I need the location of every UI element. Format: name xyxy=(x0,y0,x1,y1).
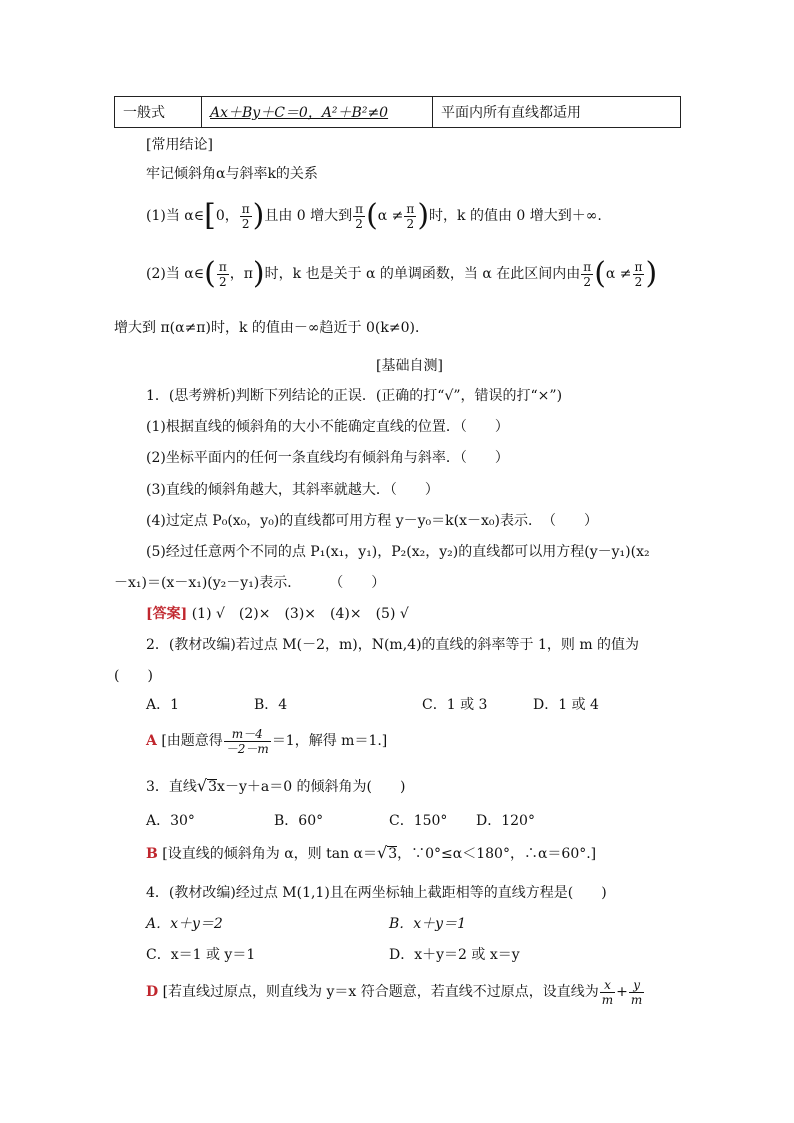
answer-letter: B xyxy=(146,846,158,862)
question-1-item-1: (1)根据直线的倾斜角的大小不能确定直线的位置．（ ） xyxy=(146,419,509,435)
answer-fraction: $\frac{m-4}{-2-m}$ xyxy=(225,726,269,756)
text: (2)当 α∈ xyxy=(146,266,205,282)
question-1-item-4: (4)过定点 P₀(x₀，y₀)的直线都可用方程 y－y₀＝k(x－x₀)表示． （ ） xyxy=(146,513,598,529)
formula-table xyxy=(114,96,681,128)
text: 时，k 的值由 0 增大到＋∞. xyxy=(429,208,602,224)
question-1: 1．(思考辨析)判断下列结论的正误．(正确的打“√”，错误的打“×”) xyxy=(146,388,563,404)
conclusion-intro: 牢记倾斜角α与斜率k的关系 xyxy=(146,166,318,182)
paren-open: ( xyxy=(366,198,378,233)
conclusion-item-2 xyxy=(146,256,657,292)
question-2-paren: ( ) xyxy=(114,668,153,684)
question-4-option-c: C．x＝1 或 y＝1 xyxy=(146,947,256,963)
answer-label: [答案] xyxy=(146,606,188,622)
question-2-option-a: A．1 xyxy=(146,697,180,713)
answer-1 xyxy=(146,603,409,623)
table-row xyxy=(115,97,681,128)
question-2-option-b: B．4 xyxy=(254,697,288,713)
text: ，π xyxy=(229,266,253,282)
question-3-option-b: B．60° xyxy=(274,813,324,829)
question-4-option-d: D．x＋y＝2 或 x＝y xyxy=(389,947,520,963)
question-3-option-c: C．150° xyxy=(389,813,448,829)
answer-letter: D xyxy=(146,984,159,1000)
conclusion-item-2-continued: 增大到 π(α≠π)时，k 的值由－∞趋近于 0(k≠0)． xyxy=(114,320,429,336)
question-3: 3．直线√3x－y＋a＝0 的倾斜角为( ) xyxy=(146,776,406,795)
table-cell-equation: Ax＋By＋C＝0，A²＋B²≠0 xyxy=(202,97,433,128)
fraction-y-over-m: $\frac{y}{m}$ xyxy=(630,977,643,1007)
answer-letter: A xyxy=(146,733,157,749)
question-2-option-c: C．1 或 3 xyxy=(422,697,488,713)
section-heading-conclusion: [常用结论] xyxy=(146,137,213,153)
question-2-option-d: D．1 或 4 xyxy=(533,697,599,713)
text: α ≠ xyxy=(605,266,632,282)
fraction-pi-over-2: $\frac{\pi}{2}$ xyxy=(583,259,592,289)
question-3-option-a: A．30° xyxy=(146,813,195,829)
fraction-pi-over-2: $\frac{\pi}{2}$ xyxy=(241,201,250,231)
question-1-item-5: (5)经过任意两个不同的点 P₁(x₁，y₁)，P₂(x₂，y₂)的直线都可以用方程(y－y₁)(x₂ xyxy=(146,544,650,560)
paren-close: ) xyxy=(645,256,658,291)
text: 且由 0 增大到 xyxy=(264,208,353,224)
question-2: 2．(教材改编)若过点 M(－2，m)，N(m,4)的直线的斜率等于 1，则 m 的值为 xyxy=(146,637,640,653)
table-cell-applicability: 平面内所有直线都适用 xyxy=(433,97,681,128)
question-1-item-5-continued: －x₁)＝(x－x₁)(y₂－y₁)表示． （ ） xyxy=(114,575,386,591)
fraction-pi-over-2: $\frac{\pi}{2}$ xyxy=(634,259,643,289)
question-1-item-2: (2)坐标平面内的任何一条直线均有倾斜角与斜率．（ ） xyxy=(146,450,509,466)
text: α ≠ xyxy=(377,208,404,224)
answer-text: ＝1，解得 m＝1.] xyxy=(271,733,388,749)
fraction-pi-over-2: $\frac{\pi}{2}$ xyxy=(355,201,364,231)
text: 时，k 也是关于 α 的单调函数，当 α 在此区间内由 xyxy=(264,266,581,282)
answer-text: (1) √ (2)× (3)× (4)× (5) √ xyxy=(191,606,409,622)
section-heading-self-test: [基础自测] xyxy=(376,358,443,374)
fraction-pi-over-2: $\frac{\pi}{2}$ xyxy=(406,201,415,231)
answer-text: [由题意得 xyxy=(161,733,223,749)
fraction-x-over-m: $\frac{x}{m}$ xyxy=(601,977,614,1007)
sqrt-icon: √ xyxy=(377,843,388,862)
fraction-pi-over-2: $\frac{\pi}{2}$ xyxy=(218,259,227,289)
paren-close: ) xyxy=(252,198,265,233)
table-cell-form-name: 一般式 xyxy=(115,97,202,128)
bracket-open: [ xyxy=(204,198,216,233)
answer-2 xyxy=(146,724,387,758)
paren-close: ) xyxy=(417,198,430,233)
answer-3: B [设直线的倾斜角为 α，则 tan α＝√3，∵0°≤α＜180°，∴α＝60°.] xyxy=(146,843,597,862)
conclusion-item-1 xyxy=(146,198,602,234)
question-4-option-b: B．x＋y＝1 xyxy=(389,916,466,932)
sqrt-icon: √ xyxy=(196,776,208,795)
paren-open: ( xyxy=(594,256,606,291)
paren-close: ) xyxy=(252,256,265,291)
text: 0， xyxy=(215,208,239,224)
text: (1)当 α∈ xyxy=(146,208,205,224)
question-1-item-3: (3)直线的倾斜角越大，其斜率就越大．（ ） xyxy=(146,482,439,498)
paren-open: ( xyxy=(204,256,216,291)
question-3-option-d: D．120° xyxy=(476,813,535,829)
question-4-option-a: A．x＋y＝2 xyxy=(146,916,223,932)
question-4: 4．(教材改编)经过点 M(1,1)且在两坐标轴上截距相等的直线方程是( ) xyxy=(146,885,607,901)
answer-4: D [若直线过原点，则直线为 y＝x 符合题意，若直线不过原点，设直线为 $\frac{x}{m}$ + $\frac{y}{m}$ xyxy=(146,977,643,1007)
